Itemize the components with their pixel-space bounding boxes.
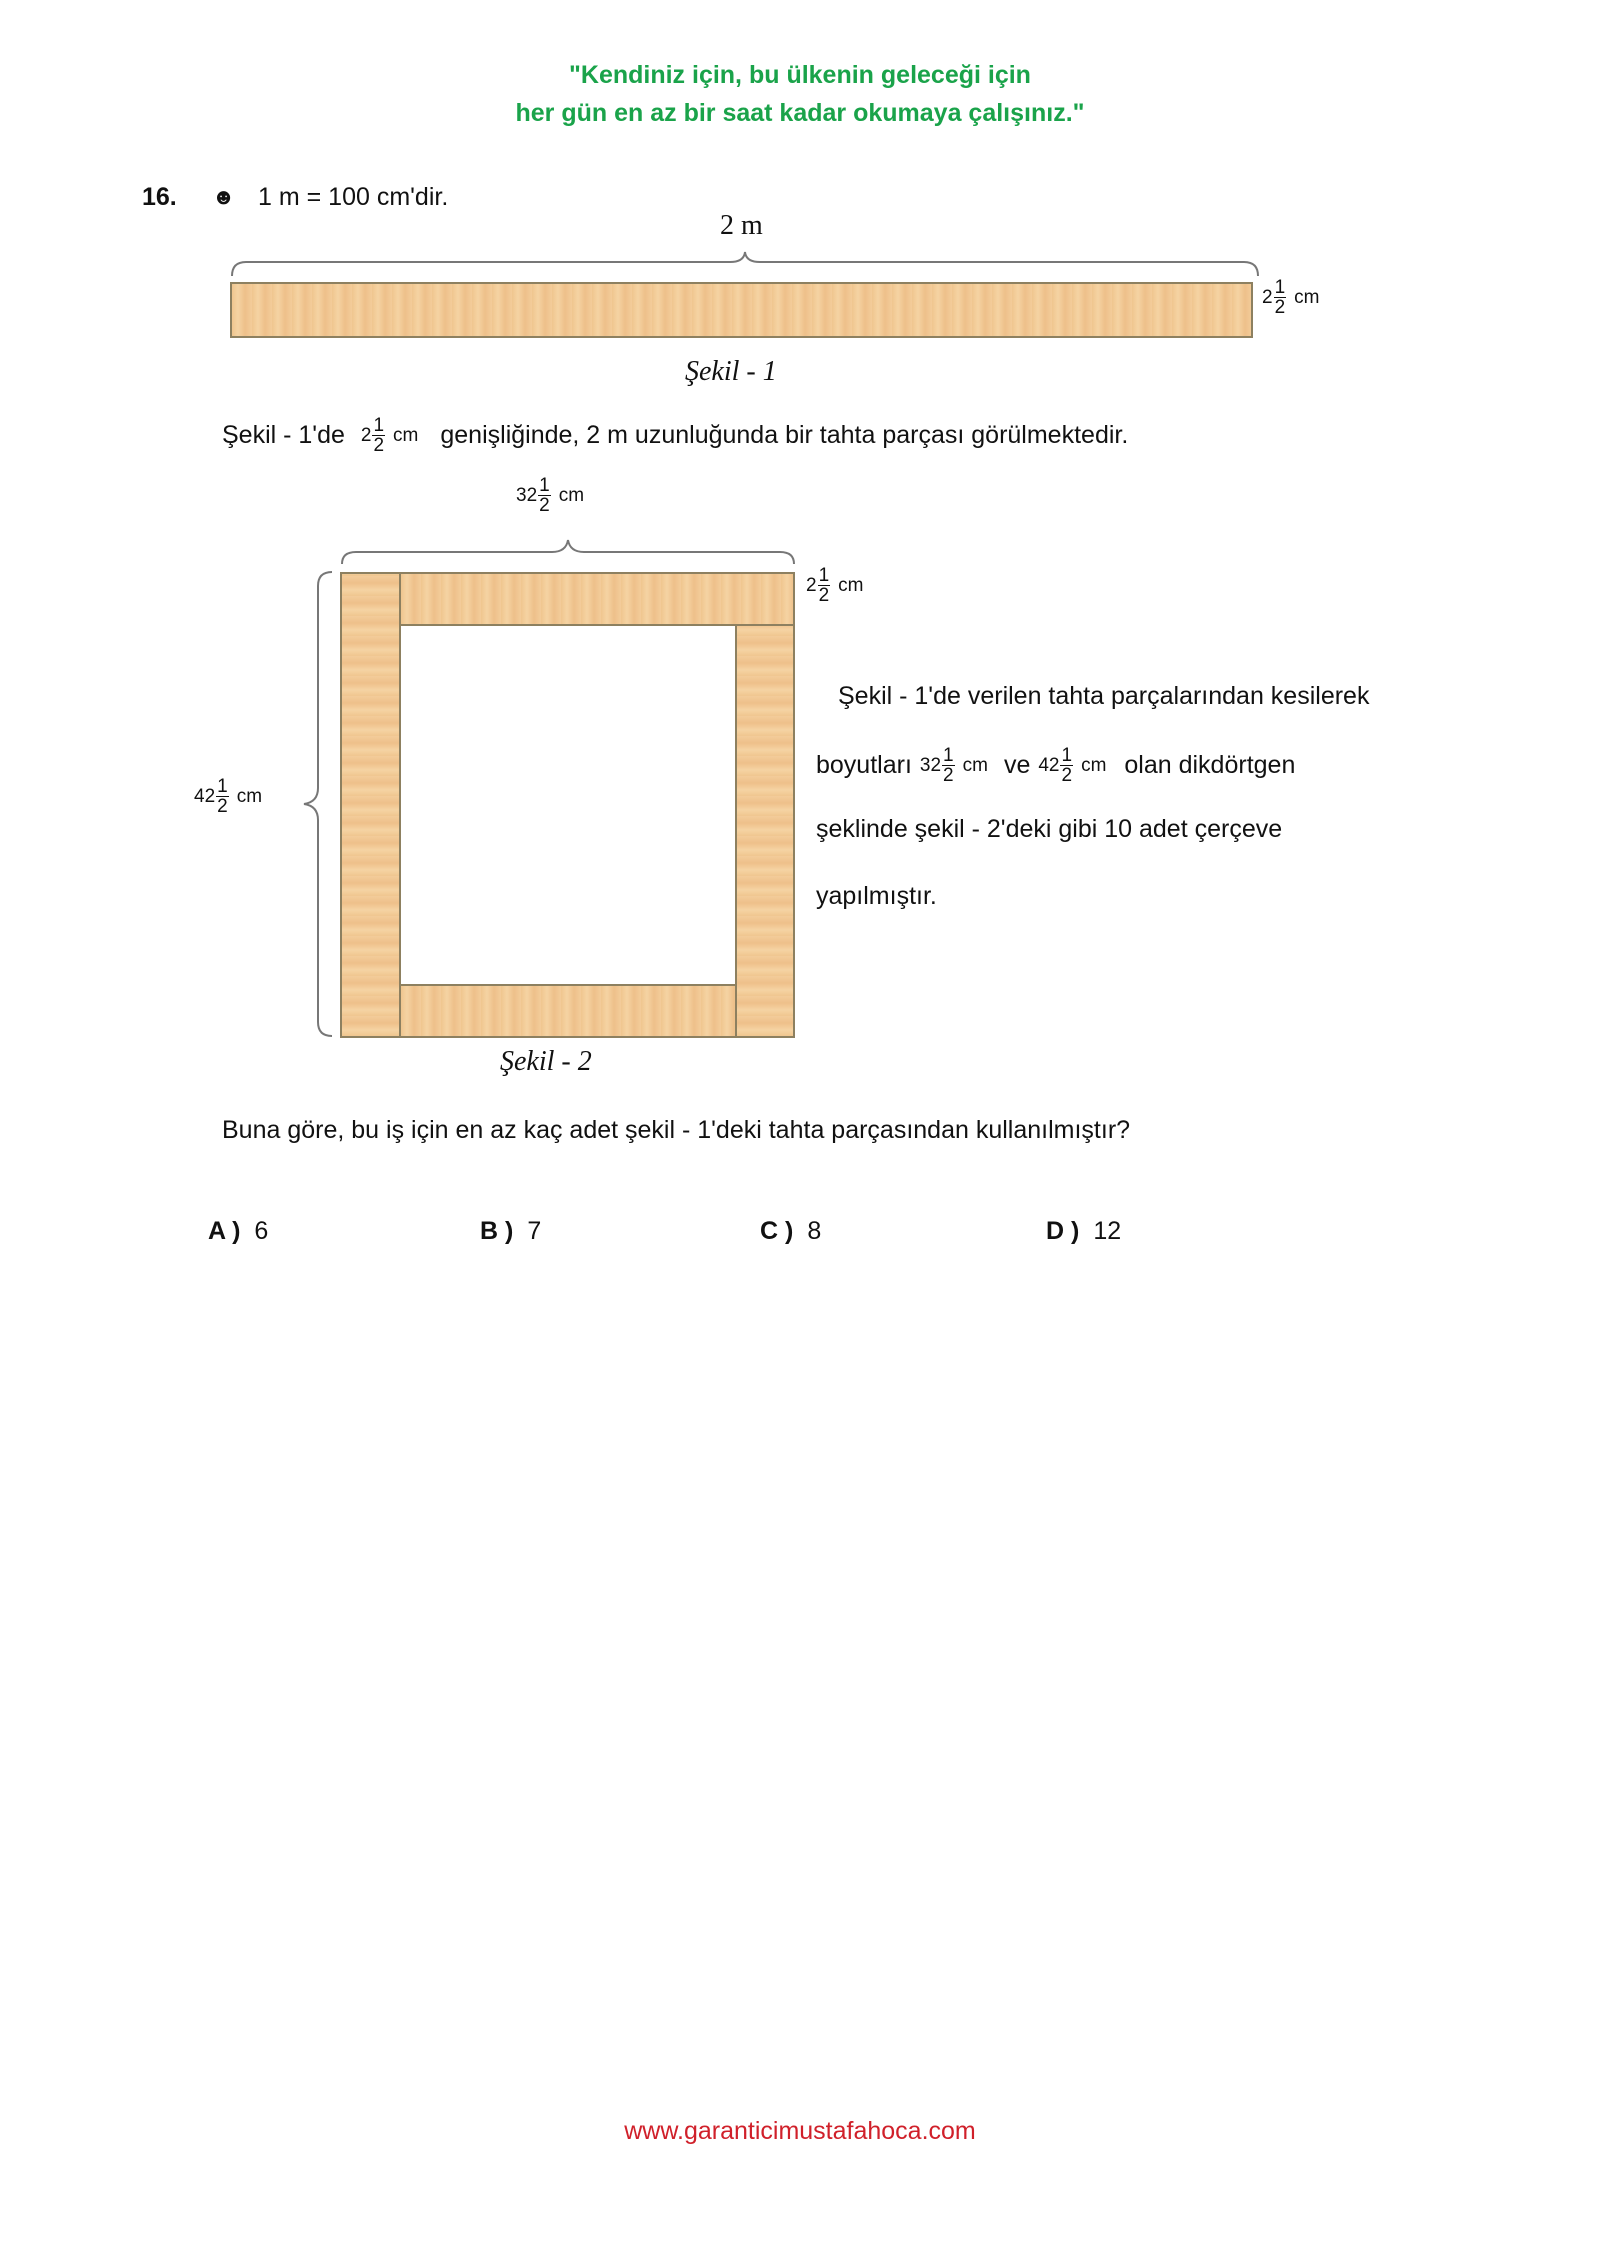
smiley-bullet-icon: ☻ <box>212 184 236 209</box>
figure1-width-label: 2 $\frac{1}{2}$ cm <box>1262 277 1320 318</box>
footer-url[interactable]: www.garanticimustafahoca.com <box>624 2117 976 2145</box>
frame-top-bar <box>399 572 795 626</box>
wood-plank <box>230 282 1253 338</box>
quote-line-2: her gün en az bir saat kadar okumaya çalışınız." <box>515 99 1085 127</box>
figure2-side-label: 42 $\frac{1}{2}$ cm <box>194 776 263 817</box>
frame-left-bar <box>340 572 401 1038</box>
option-a[interactable]: A ) 6 <box>208 1217 269 1245</box>
paragraph-line-3: şeklinde şekil - 2'deki gibi 10 adet çerçeve <box>816 815 1283 843</box>
figure2-top-brace <box>340 538 796 568</box>
option-c[interactable]: C ) 8 <box>760 1217 822 1245</box>
wooden-frame <box>340 572 795 1038</box>
quote-line-1: "Kendiniz için, bu ülkenin geleceği için <box>569 61 1031 89</box>
figure2-top-label: 32 $\frac{1}{2}$ cm <box>516 475 585 516</box>
option-b[interactable]: B ) 7 <box>480 1217 542 1245</box>
motivational-quote <box>0 56 1600 132</box>
figure2-caption: Şekil - 2 <box>500 1046 592 1077</box>
frame-right-bar <box>735 624 795 1038</box>
paragraph-line-4: yapılmıştır. <box>816 882 937 910</box>
question-number: 16. <box>142 183 177 211</box>
paragraph-line-2: boyutları 32 $\frac{1}{2}$ cm ve 42 $\frac{1}{2}$ cm olan dikdörtgen <box>816 745 1296 786</box>
paragraph-line-1: Şekil - 1'de verilen tahta parçalarından kesilerek <box>838 682 1370 710</box>
frame-bottom-bar <box>399 984 737 1038</box>
figure1-top-brace <box>230 250 1260 280</box>
figure2-thickness-label: 2 $\frac{1}{2}$ cm <box>806 565 864 606</box>
figure1-caption: Şekil - 1 <box>685 356 777 387</box>
sentence-1: Şekil - 1'de 2 $\frac{1}{2}$ cm genişliğinde, 2 m uzunluğunda bir tahta parçası görülmektedir. <box>222 415 1129 456</box>
option-d[interactable]: D ) 12 <box>1046 1217 1122 1245</box>
question-prompt: Buna göre, bu iş için en az kaç adet şekil - 1'deki tahta parçasından kullanılmıştır? <box>222 1116 1131 1144</box>
figure1-length-label: 2 m <box>720 210 763 241</box>
figure2-side-brace <box>300 570 336 1040</box>
fact-text: 1 m = 100 cm'dir. <box>258 183 449 211</box>
